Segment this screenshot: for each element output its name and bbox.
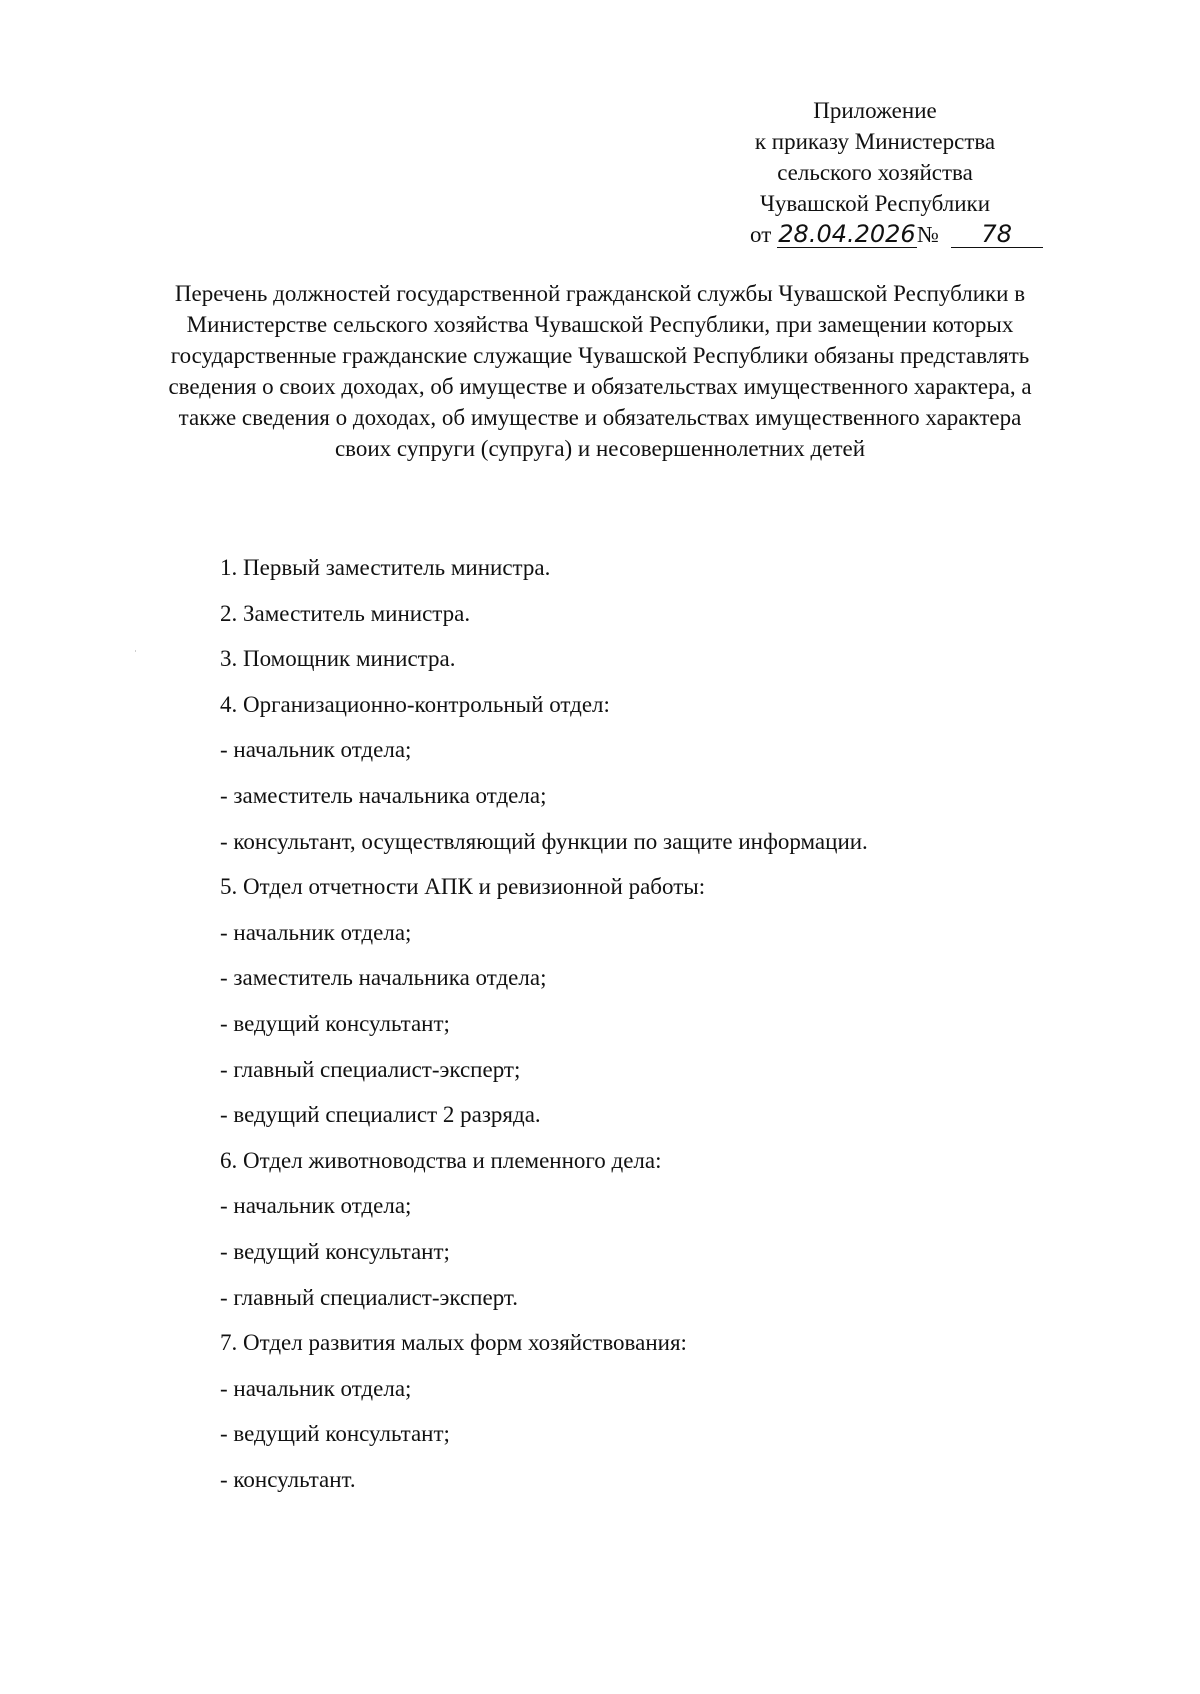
handwritten-number: 78 <box>951 221 1043 248</box>
list-item: - ведущий консультант; <box>220 1010 450 1036</box>
list-item: 7. Отдел развития малых форм хозяйствования: <box>220 1330 687 1356</box>
list-item: - ведущий специалист 2 разряда. <box>220 1102 541 1128</box>
list-item: - ведущий консультант; <box>220 1421 450 1447</box>
list-item: - главный специалист-эксперт. <box>220 1284 518 1310</box>
scan-artifact <box>135 650 136 652</box>
list-item: - начальник отдела; <box>220 737 412 763</box>
list-item: - главный специалист-эксперт; <box>220 1056 521 1082</box>
list-item: 2. Заместитель министра. <box>220 600 471 626</box>
list-item: - начальник отдела; <box>220 1375 412 1401</box>
document-title: Перечень должностей государственной гражданской службы Чувашской Республики в Министерстве сельского хозяйства Чувашской Республики, при замещении которых государственные гражданские служащие Чувашской Республики обязаны представлять сведения о своих доходах, об имуществе и обязательствах имущественного характера, а также сведения о доходах, об имуществе и обязательствах имущественного характера своих супруги (супруга) и несовершеннолетних детей <box>168 281 1032 461</box>
list-item: - начальник отдела; <box>220 1193 412 1219</box>
annex-ministry: сельского хозяйства <box>777 160 973 185</box>
list-item: 5. Отдел отчетности АПК и ревизионной работы: <box>220 874 706 900</box>
list-item: 4. Организационно-контрольный отдел: <box>220 691 610 717</box>
annex-block <box>700 95 1050 250</box>
annex-date-line <box>750 219 1050 250</box>
list-item: 6. Отдел животноводства и племенного дела: <box>220 1147 662 1173</box>
positions-list <box>220 552 1140 1509</box>
list-item: - ведущий консультант; <box>220 1238 450 1264</box>
annex-heading: Приложение <box>813 98 937 123</box>
list-item: - начальник отдела; <box>220 919 412 945</box>
list-item: 1. Первый заместитель министра. <box>220 555 551 580</box>
list-item: - консультант. <box>220 1466 356 1492</box>
annex-order-ref: к приказу Министерства <box>754 129 996 154</box>
list-item: - заместитель начальника отдела; <box>220 965 547 991</box>
date-prefix: от <box>750 222 772 247</box>
annex-republic: Чувашской Республики <box>759 191 991 216</box>
list-item: - заместитель начальника отдела; <box>220 782 547 808</box>
list-item: 3. Помощник министра. <box>220 646 456 672</box>
list-item: - консультант, осуществляющий функции по защите информации. <box>220 828 868 854</box>
handwritten-date: 28.04.2026 <box>778 220 916 248</box>
number-label: № <box>917 222 939 247</box>
